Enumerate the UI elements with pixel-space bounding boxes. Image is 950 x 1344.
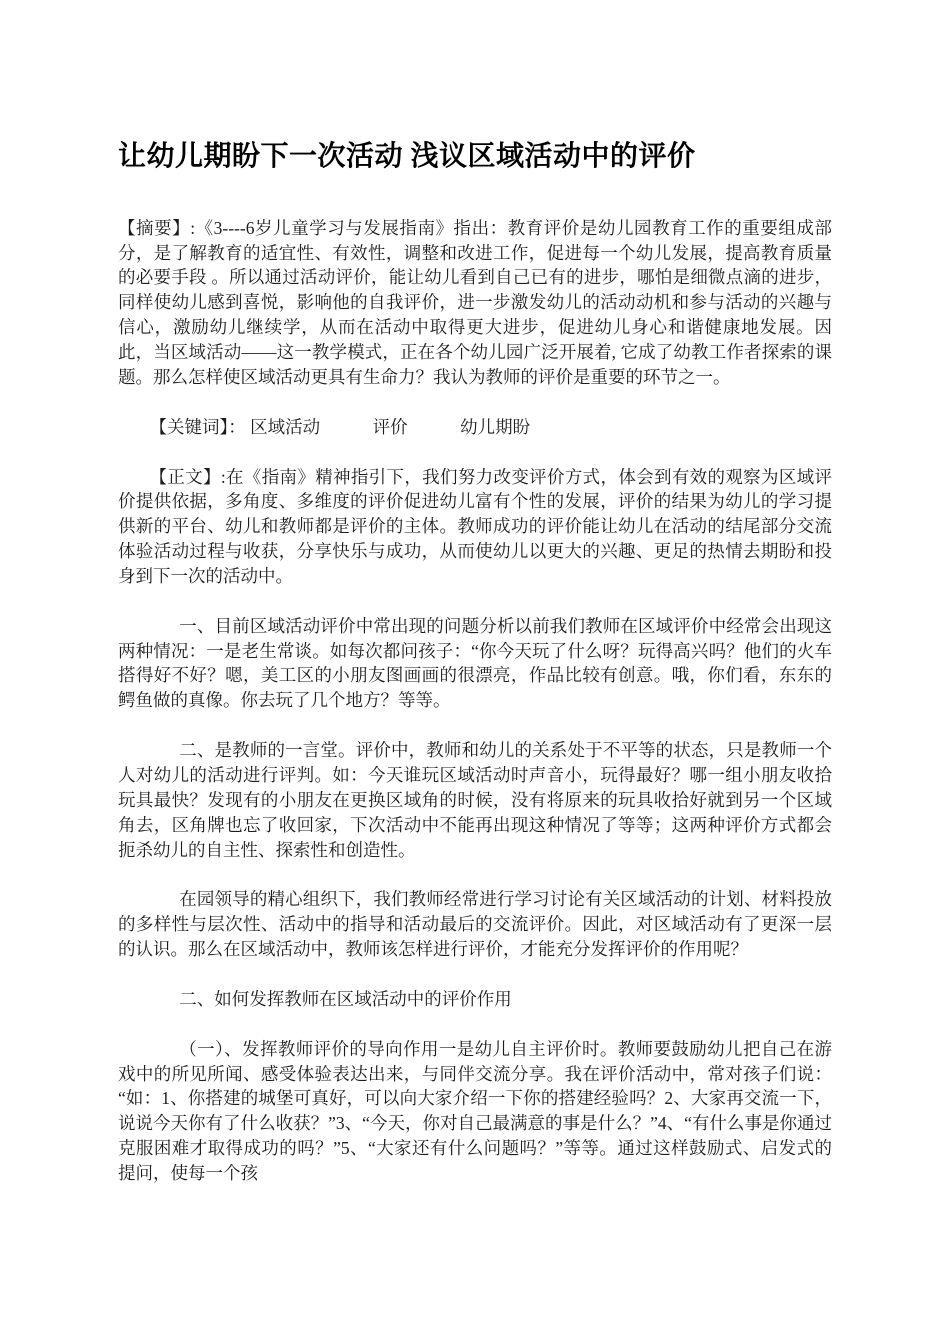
- paragraph-section-1: 一、目前区域活动评价中常出现的问题分析以前我们教师在区域评价中经常会出现这两种情况：一是老生常谈。如每次都问孩子：“你今天玩了什么呀？玩得高兴吗？他们的火车搭得好不好？嗯，美工区的小朋友图画画的很漂亮，作品比较有创意。哦，你们看，东东的鳄鱼做的真像。你去玩了几个地方？等等。: [118, 615, 832, 711]
- paragraph-abstract: 【摘要】:《3----6岁儿童学习与发展指南》指出：教育评价是幼儿园教育工作的重要组成部分，是了解教育的适宜性、有效性，调整和改进工作，促进每一个幼儿发展，提高教育质量的必要手段 。所以通过活动评价，能让幼儿看到自己已有的进步，哪怕是细微点滴的进步，同样使幼儿感到喜悦，影响他的自我评价，进一步激发幼儿的活动动机和参与活动的兴趣与信心，激励幼儿继续学，从而在活动中取得更大进步，促进幼儿身心和谐健康地发展。因此，当区域活动——这一教学模式，正在各个幼儿园广泛开展着, 它成了幼教工作者探索的课题。那么怎样使区域活动更具有生命力？我认为教师的评价是重要的环节之一。: [118, 217, 832, 387]
- paragraph-main-intro: 【正文】:在《指南》精神指引下，我们努力改变评价方式，体会到有效的观察为区域评价提供依据，多角度、多维度的评价促进幼儿富有个性的发展，评价的结果为幼儿的学习提供新的平台、幼儿和教师都是评价的主体。教师成功的评价能让幼儿在活动的结尾部分交流体验活动过程与收获，分享快乐与成功，从而使幼儿以更大的兴趣、更足的热情去期盼和投身到下一次的活动中。: [118, 466, 832, 586]
- paragraph-section-1-point-2: 二、是教师的一言堂。评价中，教师和幼儿的关系处于不平等的状态，只是教师一个人对幼儿的活动进行评判。如：今天谁玩区域活动时声音小，玩得最好？哪一组小朋友收拾玩具最快？发现有的小朋友在更换区域角的时候，没有将原来的玩具收拾好就到另一个区域角去，区角牌也忘了收回家，下次活动中不能再出现这种情况了等等；这两种评价方式都会扼杀幼儿的自主性、探索性和创造性。: [118, 740, 832, 860]
- document-title: 让幼儿期盼下一次活动 浅议区域活动中的评价: [118, 141, 696, 172]
- document-body: [118, 216, 832, 1186]
- paragraph-section-2-point-1: （一）、发挥教师评价的导向作用一是幼儿自主评价时。教师要鼓励幼儿把自己在游戏中的所见所闻、感受体验表达出来，与同伴交流分享。我在评价活动中，常对孩子们说：“如：1、你搭建的城堡可真好，可以向大家介绍一下你的搭建经验吗？2、大家再交流一下，说说今天你有了什么收获？”3、“今天，你对自己最满意的事是什么？”4、“有什么事是你通过克服困难才取得成功的吗？”5、“大家还有什么问题吗？”等等。通过这样鼓励式、启发式的提问，使每一个孩: [118, 1038, 832, 1183]
- paragraph-keywords: 【关键词】： 区域活动 评价 幼儿期盼: [149, 416, 531, 437]
- paragraph-section-2-heading: 二、如何发挥教师在区域活动中的评价作用: [179, 988, 512, 1009]
- paragraph-transition: 在园领导的精心组织下，我们教师经常进行学习讨论有关区域活动的计划、材料投放的多样性与层次性、活动中的指导和活动最后的交流评价。因此，对区域活动有了更深一层的认识。那么在区域活动中，教师该怎样进行评价，才能充分发挥评价的作用呢？: [118, 889, 832, 960]
